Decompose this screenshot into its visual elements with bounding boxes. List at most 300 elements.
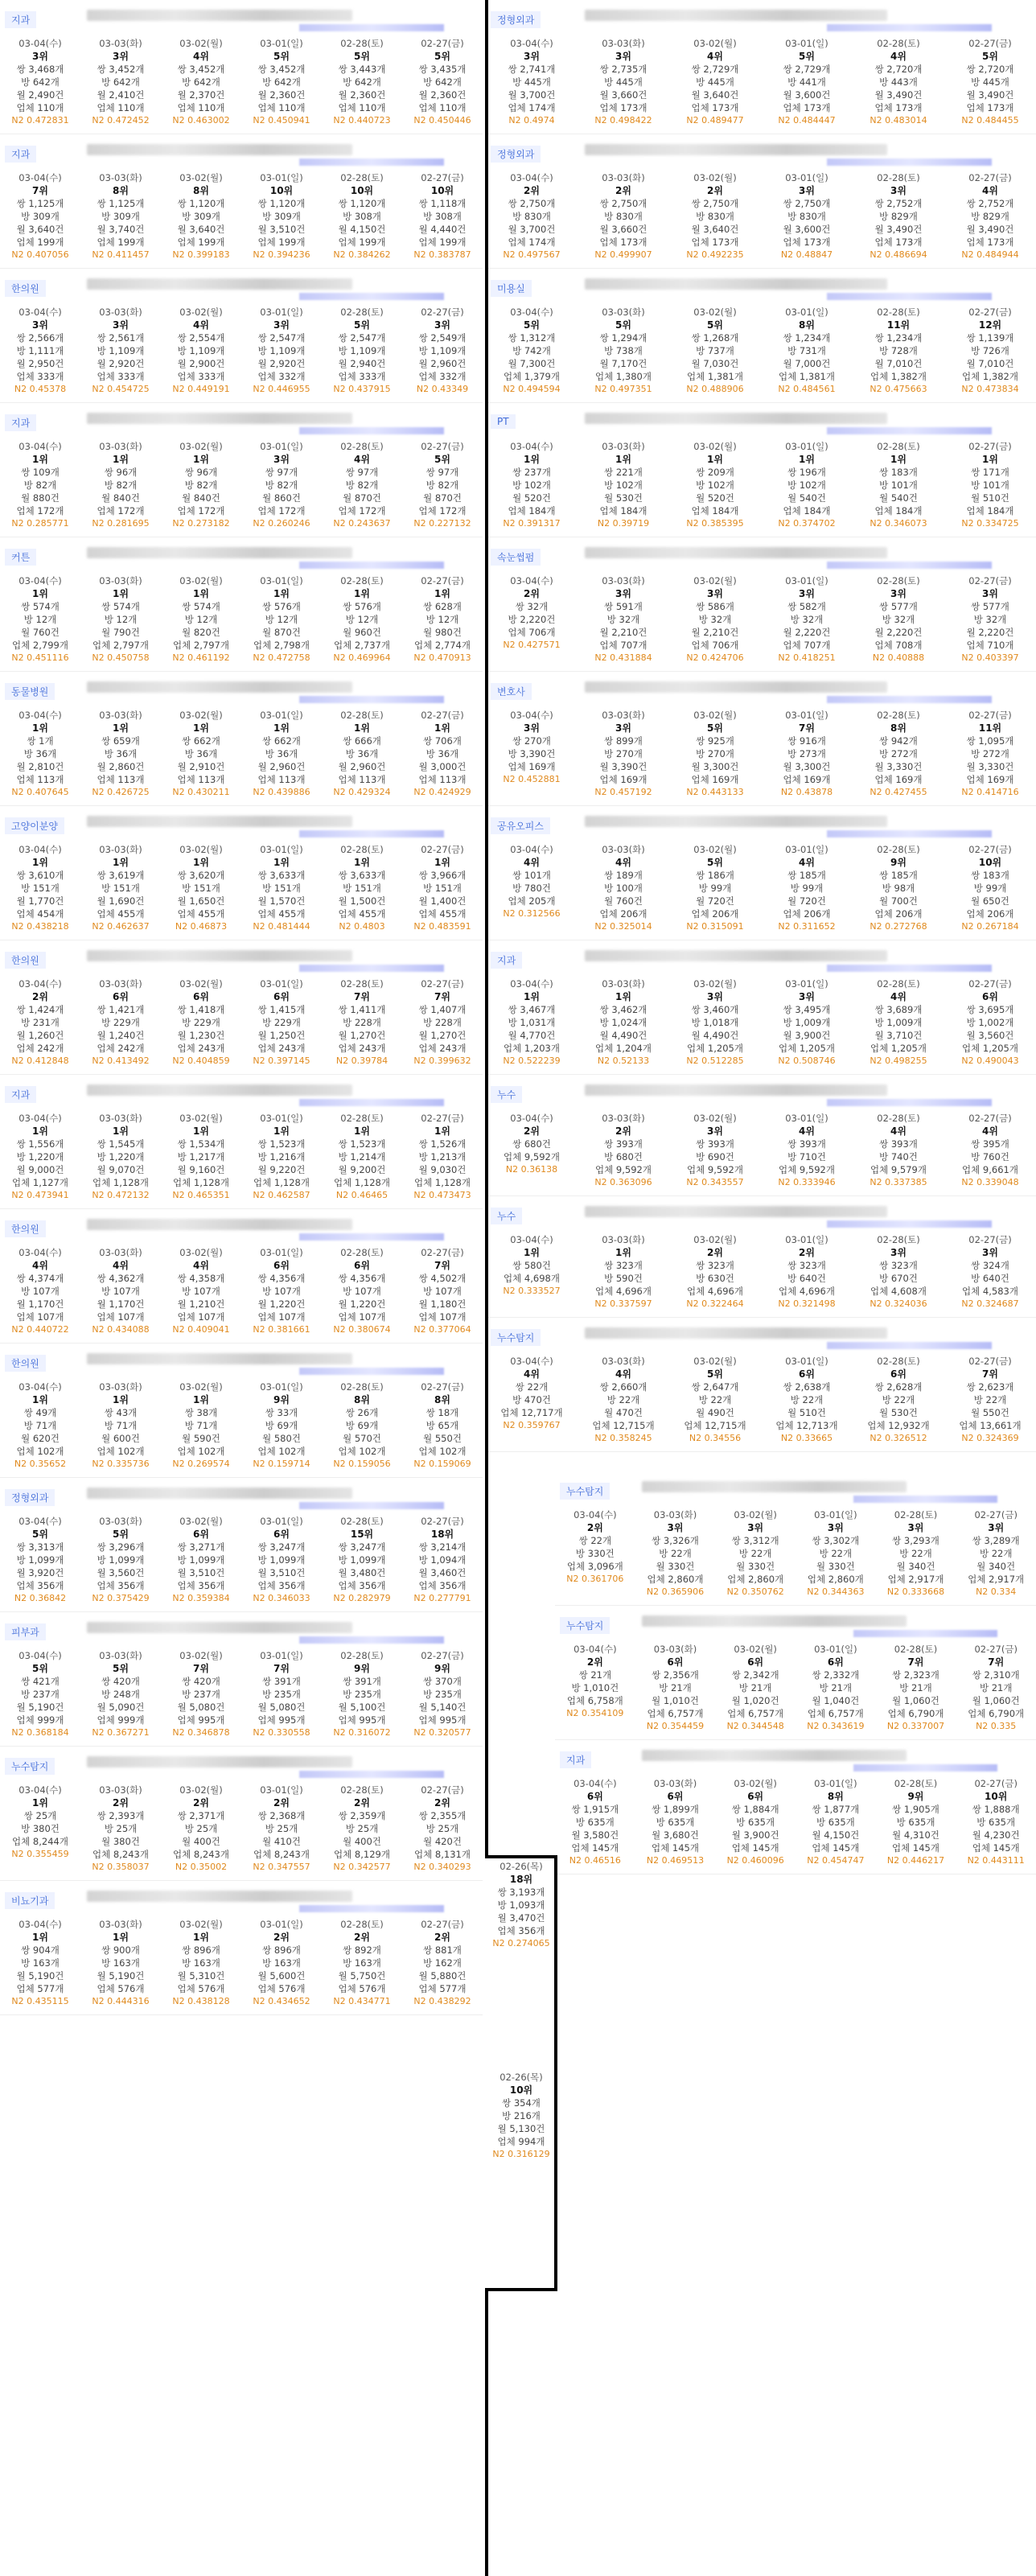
keyword-tag[interactable]: 누수: [491, 1208, 522, 1224]
date-label: 03-01(일): [785, 1356, 828, 1367]
metric-value: 쌍 3,289개: [972, 1535, 1020, 1546]
rank-value: 3위: [615, 588, 631, 599]
metric-value: 방 445개: [696, 76, 734, 88]
n2-score: N2 0.358245: [594, 1433, 652, 1443]
day-stat-cell: [486, 843, 578, 933]
metric-value: 업체 242개: [97, 1043, 145, 1054]
metric-value: 방 309개: [262, 211, 301, 222]
metric-value: 월 540건: [879, 492, 918, 504]
metric-value: 업체 1,205개: [687, 1043, 743, 1054]
date-label: 03-03(화): [602, 710, 645, 721]
block-header: [486, 134, 1036, 168]
day-stat-cell: [80, 1784, 161, 1874]
metric-value: 업체 107개: [16, 1311, 64, 1323]
day-stat-cell: [578, 440, 669, 530]
metric-value: 방 22개: [882, 1394, 915, 1405]
metric-value: 쌍 2,720개: [966, 64, 1014, 75]
metric-value: 월 2,220건: [783, 627, 831, 638]
rank-value: 7위: [32, 185, 48, 196]
n2-score: N2 0.324687: [961, 1298, 1019, 1309]
metric-value: 월 7,170건: [599, 358, 648, 369]
keyword-tag[interactable]: 커튼: [5, 549, 36, 566]
rank-value: 7위: [907, 1656, 924, 1668]
metric-value: 쌍 925개: [696, 735, 734, 747]
keyword-tag[interactable]: 변호사: [491, 683, 532, 700]
metric-value: 방 1,220개: [16, 1151, 64, 1162]
date-label: 02-28(토): [340, 1919, 384, 1930]
metric-value: 업체 333개: [97, 371, 145, 382]
metric-value: 월 2,490건: [16, 89, 64, 101]
day-stat-cell: [944, 977, 1036, 1068]
metric-value: 업체 708개: [874, 640, 923, 651]
metric-value: 업체 172개: [338, 505, 386, 516]
metric-value: 업체 107개: [97, 1311, 145, 1323]
day-stat-cell: [161, 709, 241, 799]
daily-stats-grid: [486, 571, 1036, 671]
metric-value: 월 7,000건: [783, 358, 831, 369]
metric-value: 방 99개: [973, 883, 1007, 894]
metric-value: 쌍 3,460개: [691, 1004, 739, 1015]
metric-value: 쌍 2,371개: [177, 1810, 225, 1821]
rank-value: 4위: [615, 857, 631, 868]
metric-value: 월 330건: [736, 1561, 775, 1572]
keyword-tag[interactable]: 지과: [5, 414, 36, 431]
metric-value: 업체 102개: [418, 1446, 467, 1457]
day-stat-cell: [0, 1381, 80, 1471]
date-label: 03-03(화): [99, 307, 142, 318]
metric-value: 업체 174개: [508, 102, 556, 113]
rank-value: 11위: [886, 319, 911, 331]
rank-value: 3위: [799, 991, 815, 1002]
keyword-tag[interactable]: 지과: [5, 146, 36, 163]
keyword-tag[interactable]: 누수탐지: [560, 1483, 610, 1500]
date-label: 03-03(화): [602, 844, 645, 855]
block-header: [0, 672, 483, 706]
metric-value: 방 1,010건: [571, 1682, 619, 1693]
metric-value: 월 2,960건: [418, 358, 467, 369]
n2-score: N2 0.315091: [686, 921, 744, 932]
keyword-tag[interactable]: 동물병원: [5, 683, 55, 700]
day-stat-cell: [161, 1784, 241, 1874]
metric-value: 월 1,690건: [97, 895, 145, 907]
metric-value: 업체 8,243개: [173, 1849, 229, 1860]
keyword-block: [0, 1747, 483, 1881]
keyword-tag[interactable]: 속눈썹펌: [491, 549, 541, 566]
day-stat-cell: [853, 171, 944, 261]
metric-value: 업체 1,128개: [414, 1177, 471, 1188]
n2-score: N2 0.377064: [413, 1324, 471, 1335]
daily-stats-grid: [0, 34, 483, 134]
metric-value: 쌍 2,729개: [783, 64, 831, 75]
day-stat-cell: [669, 1112, 761, 1189]
keyword-tag[interactable]: 지과: [5, 1086, 36, 1103]
n2-score: N2 0.384262: [333, 249, 391, 260]
rank-value: 5위: [707, 1368, 723, 1380]
rank-value: 1위: [434, 722, 450, 734]
day-stat-cell: [578, 843, 669, 933]
rank-value: 3위: [434, 319, 450, 331]
keyword-tag[interactable]: 비뇨기과: [5, 1892, 55, 1909]
metric-value: 쌍 2,628개: [874, 1381, 923, 1393]
day-stat-cell: [161, 1649, 241, 1739]
keyword-block: [0, 1478, 483, 1612]
metric-value: 월 4,310건: [892, 1829, 939, 1841]
metric-value: 쌍 3,467개: [508, 1004, 556, 1015]
rank-value: 9위: [907, 1791, 924, 1802]
keyword-tag[interactable]: 정형외과: [5, 1489, 55, 1506]
daily-stats-grid: [0, 302, 483, 402]
metric-value: 방 151개: [182, 883, 220, 894]
day-stat-cell: [322, 1649, 402, 1739]
date-label: 02-28(토): [877, 710, 920, 721]
metric-value: 업체 113개: [177, 774, 225, 785]
metric-value: 업체 199개: [338, 237, 386, 248]
date-label: 02-28(토): [340, 1650, 384, 1661]
redacted-text: [87, 1891, 352, 1902]
metric-value: 쌍 183개: [879, 467, 918, 478]
keyword-block: [0, 940, 483, 1075]
lower-right-group: [555, 1471, 1036, 1874]
metric-value: 방 445개: [604, 76, 643, 88]
date-label: 03-03(화): [602, 307, 645, 318]
day-stat-cell: [796, 1508, 876, 1599]
rank-value: 5위: [707, 722, 723, 734]
day-stat-cell: [578, 1233, 669, 1311]
rank-value: 2위: [799, 1247, 815, 1258]
keyword-tag[interactable]: 누수탐지: [5, 1758, 55, 1775]
n2-score: N2 0.337385: [870, 1177, 927, 1187]
keyword-tag[interactable]: 한의원: [5, 1220, 46, 1237]
keyword-tag[interactable]: 지과: [491, 952, 522, 969]
metric-value: 월 2,960건: [257, 761, 306, 772]
panel-divider-top: [485, 1855, 557, 1858]
day-stat-cell: [241, 1515, 322, 1605]
rank-value: 7위: [434, 1260, 450, 1271]
date-label: 02-28(토): [340, 38, 384, 49]
metric-value: 방 99개: [790, 883, 824, 894]
date-label: 03-04(수): [510, 575, 553, 586]
metric-value: 쌍 395개: [971, 1138, 1009, 1150]
n2-score: N2 0.399632: [413, 1056, 471, 1066]
metric-value: 업체 356개: [257, 1580, 306, 1591]
rank-value: 4위: [193, 319, 209, 331]
rank-value: 7위: [799, 722, 815, 734]
date-label: 02-27(금): [421, 38, 464, 49]
date-label: 03-04(수): [18, 1381, 62, 1393]
metric-value: 월 3,490건: [874, 89, 923, 101]
metric-value: 방 635개: [896, 1817, 935, 1828]
n2-score: N2 0.489477: [686, 115, 744, 126]
rank-value: 1위: [193, 1932, 209, 1943]
day-stat-cell: [402, 1112, 483, 1202]
keyword-tag[interactable]: 정형외과: [491, 11, 541, 28]
metric-value: 업체 107개: [177, 1311, 225, 1323]
date-label: 03-02(월): [693, 1356, 737, 1367]
day-stat-cell: [241, 709, 322, 799]
metric-value: 월 9,220건: [257, 1164, 306, 1175]
date-label: 03-02(월): [693, 441, 737, 452]
highlight-bar: [827, 24, 992, 31]
highlight-bar: [827, 1220, 992, 1228]
metric-value: 월 340건: [896, 1561, 935, 1572]
metric-value: 방 1,018개: [691, 1017, 739, 1028]
highlight-bar: [827, 158, 992, 166]
n2-score: N2 0.359767: [503, 1420, 561, 1430]
highlight-bar: [827, 427, 992, 434]
metric-value: 쌍 2,566개: [16, 332, 64, 344]
rank-value: 3위: [707, 991, 723, 1002]
metric-value: 월 9,200건: [338, 1164, 386, 1175]
day-stat-cell: [0, 37, 80, 127]
day-stat-cell: [241, 1784, 322, 1874]
date-label: 02-27(금): [421, 307, 464, 318]
metric-value: 쌍 591개: [604, 601, 643, 612]
keyword-tag[interactable]: 고양이분양: [5, 817, 64, 834]
rank-value: 7위: [982, 1368, 998, 1380]
rank-value: 2위: [354, 1797, 370, 1809]
metric-value: 업체 356개: [418, 1580, 467, 1591]
day-stat-cell: [80, 1515, 161, 1605]
n2-score: N2 0.334725: [961, 518, 1019, 529]
metric-value: 방 445개: [971, 76, 1009, 88]
metric-value: 방 470건: [512, 1394, 551, 1405]
day-stat-cell: [761, 843, 853, 933]
daily-stats-grid: [0, 974, 483, 1074]
keyword-block: [0, 672, 483, 806]
metric-value: 월 820건: [182, 627, 220, 638]
metric-value: 쌍 3,452개: [257, 64, 306, 75]
n2-score: N2 0.497351: [594, 384, 652, 394]
keyword-tag[interactable]: 누수탐지: [560, 1617, 610, 1634]
metric-value: 쌍 4,356개: [257, 1273, 306, 1284]
date-label: 03-02(월): [179, 1381, 223, 1393]
metric-value: 업체 576개: [97, 1983, 145, 1994]
date-label: 03-03(화): [99, 1113, 142, 1124]
rank-value: 3위: [827, 1522, 844, 1533]
metric-value: 월 3,640건: [177, 224, 225, 235]
date-label: 03-01(일): [785, 978, 828, 990]
n2-score: N2 0.469513: [646, 1855, 705, 1866]
metric-value: 업체 173개: [691, 237, 739, 248]
extra-value: 02-26(목): [500, 1861, 543, 1872]
metric-value: 업체 172개: [418, 505, 467, 516]
rank-value: 1위: [890, 454, 906, 465]
day-stat-cell: [956, 1508, 1036, 1599]
keyword-tag[interactable]: PT: [491, 414, 516, 429]
day-stat-cell: [486, 171, 578, 261]
metric-value: 월 3,680건: [652, 1829, 699, 1841]
n2-score: N2 0.346073: [870, 518, 927, 529]
day-stat-cell: [486, 574, 578, 665]
keyword-tag[interactable]: 지과: [560, 1751, 591, 1768]
n2-score: N2 0.365906: [646, 1586, 705, 1597]
day-stat-cell: [80, 440, 161, 530]
spacer: [486, 1452, 1036, 1471]
metric-value: 업체 102개: [16, 1446, 64, 1457]
keyword-tag[interactable]: 누수탐지: [491, 1329, 541, 1346]
metric-value: 월 4,150건: [338, 224, 386, 235]
n2-score: N2 0.159069: [413, 1459, 471, 1469]
metric-value: 방 237개: [182, 1689, 220, 1700]
metric-value: 업체 206개: [599, 908, 648, 920]
metric-value: 업체 9,592개: [779, 1164, 835, 1175]
block-header: [486, 940, 1036, 974]
date-label: 03-04(수): [18, 1784, 62, 1796]
date-label: 02-27(금): [421, 844, 464, 855]
metric-value: 업체 2,917개: [968, 1574, 1025, 1585]
date-label: 03-03(화): [99, 1919, 142, 1930]
date-label: 02-27(금): [421, 1784, 464, 1796]
metric-value: 방 642개: [343, 76, 381, 88]
date-label: 03-04(수): [574, 1644, 617, 1655]
n2-score: N2 0.367271: [92, 1727, 150, 1738]
metric-value: 업체 173개: [599, 237, 648, 248]
metric-value: 쌍 1개: [27, 735, 54, 747]
metric-value: 월 840건: [101, 492, 140, 504]
metric-value: 쌍 662개: [182, 735, 220, 747]
day-stat-cell: [0, 1246, 80, 1336]
keyword-tag[interactable]: 누수: [491, 1086, 522, 1103]
metric-value: 방 1,216개: [257, 1151, 306, 1162]
n2-score: N2 0.418251: [778, 652, 836, 663]
metric-value: 월 870건: [262, 627, 301, 638]
metric-value: 방 830개: [512, 211, 551, 222]
date-label: 02-28(토): [340, 172, 384, 183]
metric-value: 월 1,220건: [338, 1298, 386, 1310]
n2-score: N2 0.411457: [92, 249, 150, 260]
date-label: 03-02(월): [179, 1516, 223, 1527]
block-separator: [0, 2014, 483, 2015]
date-label: 03-02(월): [179, 1247, 223, 1258]
metric-value: 쌍 1,545개: [97, 1138, 145, 1150]
metric-value: 쌍 2,729개: [691, 64, 739, 75]
keyword-tag[interactable]: 한의원: [5, 1355, 46, 1372]
metric-value: 월 400건: [343, 1836, 381, 1847]
metric-value: 방 1,009개: [874, 1017, 923, 1028]
date-label: 02-27(금): [968, 1356, 1012, 1367]
metric-value: 업체 995개: [257, 1714, 306, 1726]
block-header: [0, 1612, 483, 1646]
metric-value: 방 22개: [819, 1548, 853, 1559]
metric-value: 업체 1,382개: [962, 371, 1018, 382]
keyword-tag[interactable]: 미용실: [491, 280, 532, 297]
date-label: 03-03(화): [99, 844, 142, 855]
metric-value: 월 2,210건: [599, 627, 648, 638]
daily-stats-grid: [486, 706, 1036, 805]
rank-value: 3위: [32, 51, 48, 62]
metric-value: 월 3,700건: [508, 89, 556, 101]
keyword-block: [0, 806, 483, 940]
date-label: 02-28(토): [340, 1784, 384, 1796]
metric-value: 쌍 323개: [604, 1260, 643, 1271]
rank-value: 3위: [799, 185, 815, 196]
metric-value: 업체 206개: [966, 908, 1014, 920]
highlight-bar: [299, 158, 444, 166]
metric-value: 쌍 2,720개: [874, 64, 923, 75]
metric-value: 쌍 1,877개: [812, 1804, 860, 1815]
keyword-block: [486, 403, 1036, 537]
metric-value: 방 630건: [696, 1273, 734, 1284]
keyword-tag[interactable]: 지과: [5, 11, 36, 28]
daily-stats-grid: [0, 840, 483, 940]
keyword-tag[interactable]: 피부과: [5, 1623, 46, 1640]
block-header: [486, 403, 1036, 437]
metric-value: 업체 173개: [691, 102, 739, 113]
date-label: 03-02(월): [734, 1644, 777, 1655]
n2-score: N2 0.52133: [597, 1056, 650, 1066]
metric-value: 월 2,360건: [338, 89, 386, 101]
metric-value: 월 3,600건: [783, 224, 831, 235]
n2-score: N2 0.343557: [686, 1177, 744, 1187]
day-stat-cell: [876, 1643, 956, 1733]
day-stat-cell: [402, 171, 483, 261]
metric-value: 쌍 628개: [423, 601, 462, 612]
keyword-tag[interactable]: 공유오피스: [491, 817, 550, 834]
metric-value: 쌍 2,547개: [257, 332, 306, 344]
rank-value: 1위: [273, 1125, 290, 1137]
metric-value: 방 731개: [787, 345, 826, 356]
n2-score: N2 0.4974: [508, 115, 555, 126]
n2-score: N2 0.498422: [594, 115, 652, 126]
metric-value: 방 248개: [101, 1689, 140, 1700]
day-stat-cell: [715, 1643, 796, 1733]
day-stat-cell: [0, 1918, 80, 2008]
day-stat-cell: [715, 1777, 796, 1867]
date-label: 03-01(일): [785, 1234, 828, 1245]
date-label: 03-03(화): [99, 1516, 142, 1527]
metric-value: 월 3,510건: [257, 224, 306, 235]
n2-score: N2 0.462587: [253, 1190, 310, 1200]
keyword-tag[interactable]: 정형외과: [491, 146, 541, 163]
metric-value: 업체 184개: [599, 505, 648, 516]
metric-value: 방 25개: [265, 1823, 298, 1834]
metric-value: 쌍 4,502개: [418, 1273, 467, 1284]
daily-stats-grid: [486, 840, 1036, 940]
metric-value: 업체 1,205개: [870, 1043, 927, 1054]
metric-value: 쌍 3,443개: [338, 64, 386, 75]
metric-value: 업체 1,381개: [779, 371, 835, 382]
metric-value: 방 25개: [184, 1823, 218, 1834]
rank-value: 4위: [982, 1125, 998, 1137]
metric-value: 월 3,510건: [257, 1567, 306, 1578]
metric-value: 쌍 2,359개: [338, 1810, 386, 1821]
metric-value: 방 272개: [879, 748, 918, 759]
metric-value: 방 71개: [23, 1420, 57, 1431]
metric-value: 월 330건: [816, 1561, 855, 1572]
n2-score: N2 0.450758: [92, 652, 150, 663]
n2-score: N2 0.374702: [778, 518, 836, 529]
metric-value: 방 21개: [819, 1682, 853, 1693]
keyword-tag[interactable]: 한의원: [5, 952, 46, 969]
metric-value: 방 642개: [423, 76, 462, 88]
keyword-tag[interactable]: 한의원: [5, 280, 46, 297]
day-stat-cell: [944, 709, 1036, 799]
metric-value: 쌍 393개: [604, 1138, 643, 1150]
metric-value: 월 4,230건: [972, 1829, 1020, 1841]
n2-score: N2 0.324369: [961, 1433, 1019, 1443]
n2-score: N2 0.508746: [778, 1056, 836, 1066]
day-stat-cell: [635, 1508, 716, 1599]
metric-value: 업체 1,128개: [334, 1177, 390, 1188]
metric-value: 업체 199개: [16, 237, 64, 248]
n2-score: N2 0.475663: [870, 384, 927, 394]
metric-value: 쌍 420개: [101, 1676, 140, 1687]
metric-value: 쌍 1,407개: [418, 1004, 467, 1015]
n2-score: N2 0.272768: [870, 921, 927, 932]
metric-value: 쌍 393개: [879, 1138, 918, 1150]
metric-value: 방 102개: [696, 479, 734, 491]
n2-score: N2 0.484944: [961, 249, 1019, 260]
